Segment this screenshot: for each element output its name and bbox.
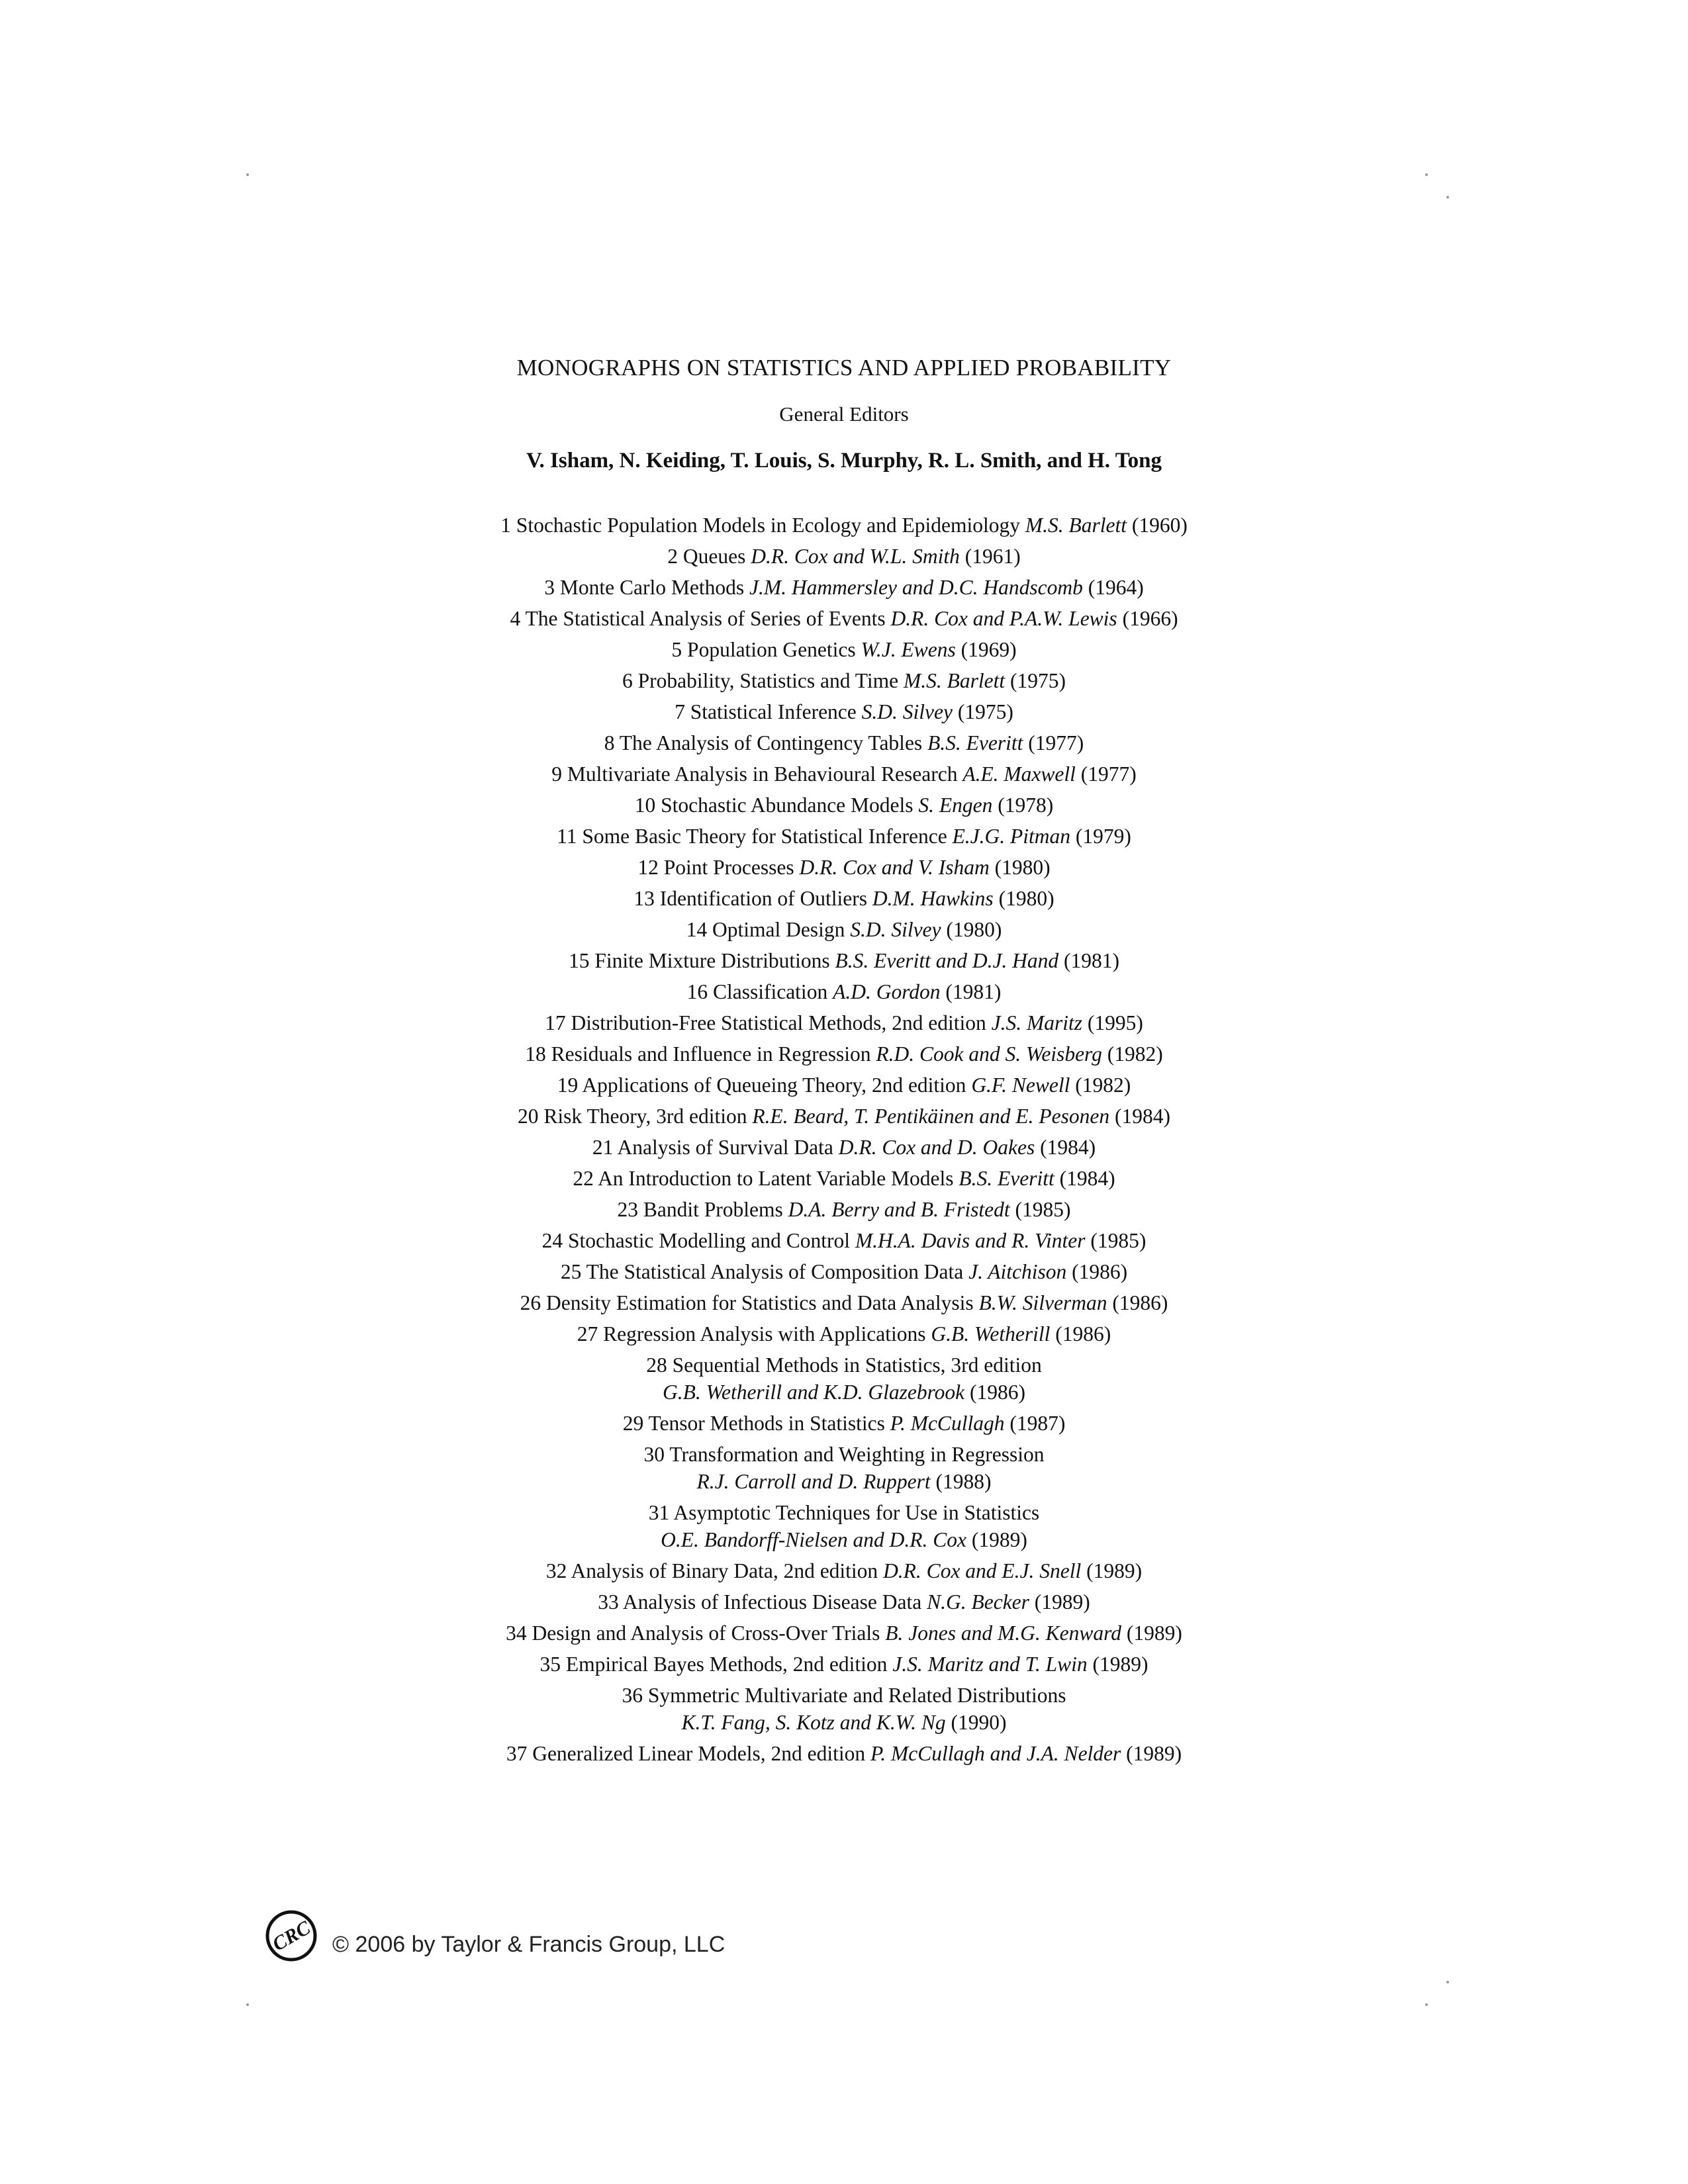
book-entry xyxy=(0,914,1688,945)
book-number: 25 xyxy=(560,1260,582,1283)
crop-mark xyxy=(1446,1981,1449,1983)
book-number: 2 xyxy=(667,545,679,568)
crc-logo-icon xyxy=(265,1909,318,1962)
book-entry xyxy=(0,1349,1688,1408)
book-entry xyxy=(0,1408,1688,1439)
book-authors: S. Engen xyxy=(918,794,993,817)
book-authors: G.B. Wetherill xyxy=(931,1322,1051,1345)
book-title: Analysis of Survival Data xyxy=(617,1136,833,1159)
book-entry xyxy=(0,696,1688,727)
book-authors: S.D. Silvey xyxy=(861,700,953,723)
book-entry xyxy=(0,1132,1688,1163)
book-year: (1986) xyxy=(1072,1260,1128,1283)
book-year: (1979) xyxy=(1075,825,1131,848)
book-year: (1985) xyxy=(1090,1229,1147,1252)
book-title: Stochastic Population Models in Ecology and Epidemiology xyxy=(516,514,1020,537)
book-number: 14 xyxy=(686,918,708,941)
book-number: 29 xyxy=(622,1412,644,1435)
book-authors: M.H.A. Davis and R. Vinter xyxy=(855,1229,1086,1252)
book-entry xyxy=(0,1069,1688,1101)
book-number: 36 xyxy=(622,1684,643,1707)
book-title: Regression Analysis with Applications xyxy=(603,1322,926,1345)
editors-names: V. Isham, N. Keiding, T. Louis, S. Murphy, R. L. Smith, and H. Tong xyxy=(526,449,1162,473)
book-entry xyxy=(0,603,1688,634)
series-title: MONOGRAPHS ON STATISTICS AND APPLIED PROBABILITY xyxy=(516,355,1172,381)
book-entry xyxy=(0,1038,1688,1069)
book-year: (1989) xyxy=(1034,1590,1090,1614)
book-number: 4 xyxy=(510,607,521,630)
book-entry xyxy=(0,790,1688,821)
book-entry xyxy=(0,665,1688,696)
crop-mark xyxy=(1446,196,1449,199)
book-title: Multivariate Analysis in Behavioural Research xyxy=(567,762,958,786)
book-year: (1988) xyxy=(935,1470,992,1493)
book-entry xyxy=(0,1256,1688,1287)
book-authors: D.M. Hawkins xyxy=(872,887,994,910)
book-title: Identification of Outliers xyxy=(659,887,867,910)
book-number: 7 xyxy=(675,700,685,723)
footer xyxy=(265,1906,725,1966)
book-year: (1964) xyxy=(1088,576,1144,599)
book-title: Some Basic Theory for Statistical Inference xyxy=(582,825,947,848)
book-title: Point Processes xyxy=(663,856,794,879)
book-year: (1989) xyxy=(1126,1621,1182,1645)
book-year: (1982) xyxy=(1107,1042,1163,1066)
book-title: Analysis of Binary Data, 2nd edition xyxy=(571,1559,878,1582)
book-entry xyxy=(0,1617,1688,1649)
book-entry xyxy=(0,1680,1688,1738)
book-entry xyxy=(0,1439,1688,1497)
editors-label: General Editors xyxy=(779,402,909,426)
book-year: (1989) xyxy=(1092,1653,1149,1676)
book-authors: D.R. Cox and D. Oakes xyxy=(838,1136,1035,1159)
book-year: (1981) xyxy=(1064,949,1120,972)
book-title: Symmetric Multivariate and Related Distributions xyxy=(647,1684,1066,1707)
book-year: (1980) xyxy=(998,887,1055,910)
book-entry xyxy=(0,852,1688,883)
copyright-notice: © 2006 by Taylor & Francis Group, LLC xyxy=(332,1931,726,1957)
book-number: 15 xyxy=(568,949,590,972)
book-authors: B.W. Silverman xyxy=(978,1291,1107,1314)
book-title: Applications of Queueing Theory, 2nd edition xyxy=(582,1073,966,1097)
book-year: (1978) xyxy=(998,794,1054,817)
book-title: Risk Theory, 3rd edition xyxy=(543,1105,747,1128)
book-year: (1986) xyxy=(1055,1322,1111,1345)
book-entry xyxy=(0,1318,1688,1349)
book-title: Asymptotic Techniques for Use in Statistics xyxy=(673,1501,1040,1524)
book-year: (1980) xyxy=(994,856,1051,879)
book-title: Design and Analysis of Cross-Over Trials xyxy=(532,1621,880,1645)
book-number: 8 xyxy=(604,731,615,754)
book-year: (1960) xyxy=(1131,514,1188,537)
book-authors: G.B. Wetherill and K.D. Glazebrook xyxy=(663,1381,965,1404)
book-authors: D.R. Cox and E.J. Snell xyxy=(883,1559,1082,1582)
book-title: Transformation and Weighting in Regression xyxy=(669,1443,1045,1466)
book-authors: P. McCullagh and J.A. Nelder xyxy=(870,1742,1121,1765)
crop-mark xyxy=(1425,2003,1428,2006)
book-authors: S.D. Silvey xyxy=(850,918,941,941)
book-number: 30 xyxy=(643,1443,665,1466)
book-authors: N.G. Becker xyxy=(927,1590,1029,1614)
book-authors: D.R. Cox and V. Isham xyxy=(799,856,990,879)
book-authors: P. McCullagh xyxy=(890,1412,1005,1435)
book-year: (1987) xyxy=(1009,1412,1066,1435)
book-title: Optimal Design xyxy=(712,918,845,941)
book-year: (1985) xyxy=(1015,1198,1071,1221)
book-number: 5 xyxy=(671,638,682,661)
book-entry xyxy=(0,1163,1688,1194)
book-title: Residuals and Influence in Regression xyxy=(551,1042,871,1066)
book-title: The Statistical Analysis of Composition Data xyxy=(586,1260,964,1283)
book-entry xyxy=(0,821,1688,852)
book-title: Empirical Bayes Methods, 2nd edition xyxy=(565,1653,888,1676)
book-year: (1989) xyxy=(1086,1559,1143,1582)
book-authors: G.F. Newell xyxy=(971,1073,1070,1097)
book-year: (1975) xyxy=(957,700,1013,723)
book-number: 28 xyxy=(646,1353,667,1377)
book-authors: D.R. Cox and P.A.W. Lewis xyxy=(890,607,1117,630)
book-entry xyxy=(0,1555,1688,1586)
book-title: Stochastic Modelling and Control xyxy=(567,1229,851,1252)
book-title: The Analysis of Contingency Tables xyxy=(619,731,923,754)
book-entry xyxy=(0,1007,1688,1038)
crc-logo-text: CRC xyxy=(269,1917,314,1956)
book-entry xyxy=(0,1194,1688,1225)
book-authors: A.E. Maxwell xyxy=(962,762,1076,786)
book-title: Queues xyxy=(682,545,746,568)
book-number: 16 xyxy=(686,980,708,1003)
book-entry xyxy=(0,1287,1688,1318)
book-number: 27 xyxy=(577,1322,598,1345)
book-year: (1981) xyxy=(945,980,1002,1003)
book-number: 18 xyxy=(525,1042,546,1066)
book-title: Finite Mixture Distributions xyxy=(594,949,830,972)
book-number: 12 xyxy=(637,856,659,879)
book-number: 23 xyxy=(617,1198,638,1221)
book-number: 20 xyxy=(518,1105,539,1128)
book-entry xyxy=(0,634,1688,665)
book-year: (1977) xyxy=(1028,731,1084,754)
book-year: (1984) xyxy=(1115,1105,1170,1128)
book-title: Sequential Methods in Statistics, 3rd edition xyxy=(672,1353,1042,1377)
crop-mark xyxy=(1425,173,1428,176)
book-entry xyxy=(0,758,1688,790)
book-authors: R.D. Cook and S. Weisberg xyxy=(876,1042,1102,1066)
book-entry xyxy=(0,945,1688,976)
book-list xyxy=(0,510,1688,1769)
book-title: Classification xyxy=(712,980,828,1003)
book-title: An Introduction to Latent Variable Models xyxy=(598,1167,954,1190)
book-number: 11 xyxy=(557,825,577,848)
book-entry xyxy=(0,1101,1688,1132)
book-authors: E.J.G. Pitman xyxy=(952,825,1071,848)
book-number: 6 xyxy=(622,669,633,692)
crop-mark xyxy=(246,173,249,176)
book-authors: B. Jones and M.G. Kenward xyxy=(885,1621,1121,1645)
book-number: 9 xyxy=(551,762,562,786)
book-year: (1980) xyxy=(946,918,1002,941)
book-number: 37 xyxy=(506,1742,528,1765)
book-authors: K.T. Fang, S. Kotz and K.W. Ng xyxy=(681,1711,946,1734)
book-authors: D.R. Cox and W.L. Smith xyxy=(751,545,960,568)
book-year: (1989) xyxy=(1126,1742,1182,1765)
book-authors: J.M. Hammersley and D.C. Handscomb xyxy=(749,576,1083,599)
book-year: (1984) xyxy=(1059,1167,1115,1190)
book-year: (1986) xyxy=(970,1381,1025,1404)
book-number: 34 xyxy=(506,1621,527,1645)
book-year: (1989) xyxy=(971,1528,1027,1551)
book-authors: A.D. Gordon xyxy=(833,980,941,1003)
book-authors: M.S. Barlett xyxy=(904,669,1006,692)
book-title: Distribution-Free Statistical Methods, 2nd edition xyxy=(571,1011,986,1034)
book-entry xyxy=(0,1225,1688,1256)
book-number: 21 xyxy=(592,1136,614,1159)
book-entry xyxy=(0,883,1688,914)
book-entry xyxy=(0,1738,1688,1769)
book-number: 32 xyxy=(545,1559,567,1582)
book-title: Probability, Statistics and Time xyxy=(637,669,899,692)
book-number: 17 xyxy=(545,1011,566,1034)
book-title: Analysis of Infectious Disease Data xyxy=(622,1590,922,1614)
book-number: 22 xyxy=(573,1167,594,1190)
book-authors: O.E. Bandorff-Nielsen and D.R. Cox xyxy=(661,1528,967,1551)
book-number: 13 xyxy=(633,887,655,910)
book-entry xyxy=(0,1497,1688,1555)
book-authors: J.S. Maritz and T. Lwin xyxy=(892,1653,1088,1676)
book-entry xyxy=(0,1586,1688,1617)
book-year: (1966) xyxy=(1122,607,1178,630)
book-number: 19 xyxy=(557,1073,579,1097)
book-year: (1982) xyxy=(1075,1073,1131,1097)
book-entry xyxy=(0,510,1688,541)
book-authors: B.S. Everitt xyxy=(959,1167,1055,1190)
book-authors: B.S. Everitt and D.J. Hand xyxy=(835,949,1059,972)
book-authors: D.A. Berry and B. Fristedt xyxy=(788,1198,1010,1221)
book-title: Tensor Methods in Statistics xyxy=(648,1412,885,1435)
book-title: Stochastic Abundance Models xyxy=(661,794,914,817)
book-title: Statistical Inference xyxy=(690,700,857,723)
book-number: 33 xyxy=(598,1590,619,1614)
book-number: 24 xyxy=(541,1229,563,1252)
book-number: 26 xyxy=(520,1291,541,1314)
book-number: 35 xyxy=(539,1653,561,1676)
book-authors: J. Aitchison xyxy=(968,1260,1067,1283)
book-year: (1986) xyxy=(1112,1291,1168,1314)
book-entry xyxy=(0,727,1688,758)
book-authors: R.J. Carroll and D. Ruppert xyxy=(696,1470,931,1493)
book-year: (1969) xyxy=(961,638,1017,661)
book-year: (1977) xyxy=(1080,762,1137,786)
book-number: 1 xyxy=(500,514,511,537)
book-authors: R.E. Beard, T. Pentikäinen and E. Pesonen xyxy=(752,1105,1110,1128)
book-year: (1995) xyxy=(1087,1011,1143,1034)
book-year: (1990) xyxy=(951,1711,1007,1734)
book-title: Bandit Problems xyxy=(643,1198,783,1221)
book-title: Population Genetics xyxy=(687,638,856,661)
book-authors: W.J. Ewens xyxy=(861,638,956,661)
book-number: 3 xyxy=(544,576,555,599)
book-authors: M.S. Barlett xyxy=(1025,514,1127,537)
book-authors: J.S. Maritz xyxy=(991,1011,1083,1034)
book-title: Monte Carlo Methods xyxy=(559,576,745,599)
book-title: The Statistical Analysis of Series of Events xyxy=(525,607,886,630)
book-number: 31 xyxy=(648,1501,670,1524)
book-authors: B.S. Everitt xyxy=(927,731,1023,754)
book-title: Generalized Linear Models, 2nd edition xyxy=(532,1742,866,1765)
book-entry xyxy=(0,541,1688,572)
book-entry xyxy=(0,976,1688,1007)
book-year: (1984) xyxy=(1040,1136,1096,1159)
book-number: 10 xyxy=(634,794,656,817)
book-entry xyxy=(0,1649,1688,1680)
crop-mark xyxy=(246,2003,249,2006)
book-entry xyxy=(0,572,1688,603)
book-title: Density Estimation for Statistics and Data Analysis xyxy=(546,1291,974,1314)
book-year: (1975) xyxy=(1010,669,1066,692)
book-year: (1961) xyxy=(964,545,1021,568)
